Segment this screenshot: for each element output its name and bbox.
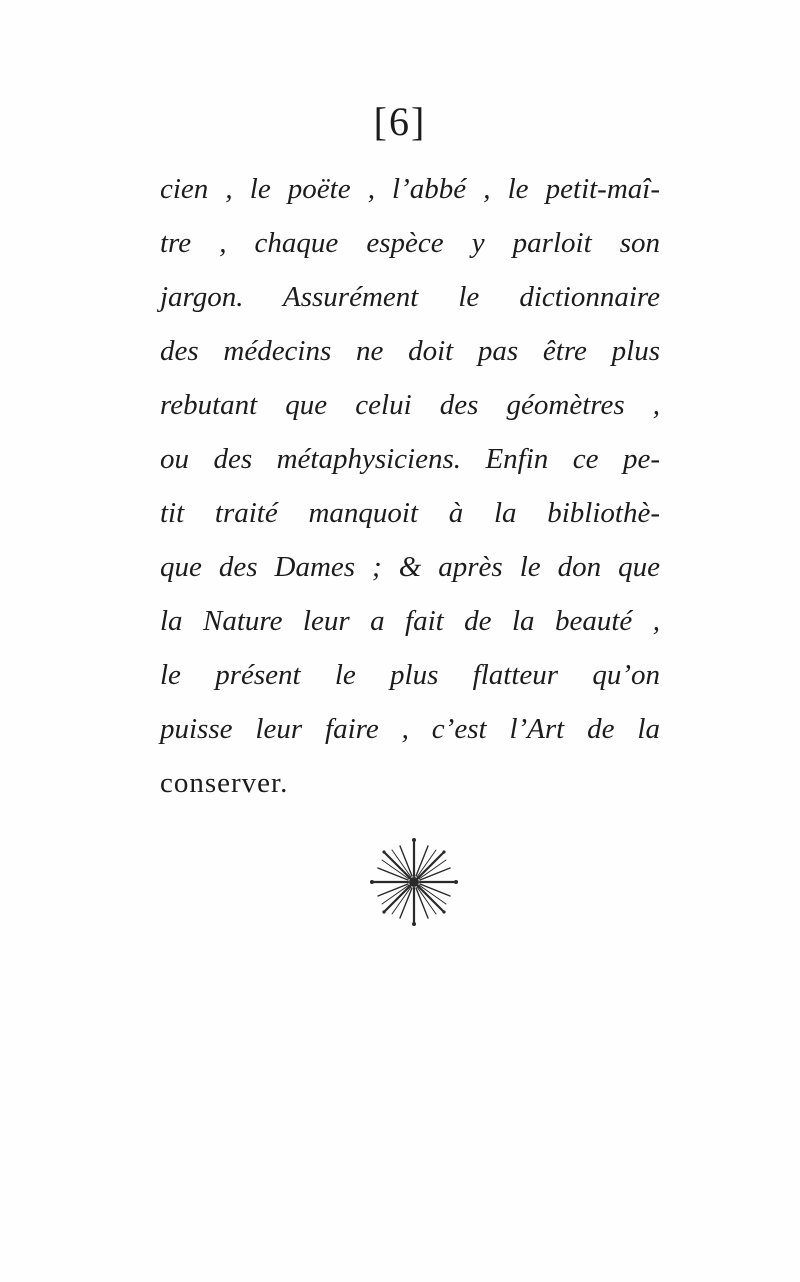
text-line: ou des métaphysiciens. Enfin ce pe- (160, 443, 660, 475)
text-line: cien , le poëte , l’abbé , le petit-maî- (160, 173, 660, 205)
body-text (160, 162, 660, 810)
text-line: rebutant que celui des géomètres , (160, 389, 660, 421)
text-line: la Nature leur a fait de la beauté , (160, 605, 660, 637)
text-line: des médecins ne doit pas être plus (160, 335, 660, 367)
text-line: puisse leur faire , c’est l’Art de la (160, 713, 660, 745)
page-number: [6] (373, 99, 427, 144)
text-line: jargon. Assurément le dictionnaire (160, 281, 660, 313)
fleuron-icon (370, 838, 458, 926)
text-line: que des Dames ; & après le don que (160, 551, 660, 583)
text-line: tre , chaque espèce y parloit son (160, 227, 660, 259)
text-line: le présent le plus flatteur qu’on (160, 659, 660, 691)
text-line: tit traité manquoit à la bibliothè- (160, 497, 660, 529)
text-line: conserver. (160, 767, 289, 799)
